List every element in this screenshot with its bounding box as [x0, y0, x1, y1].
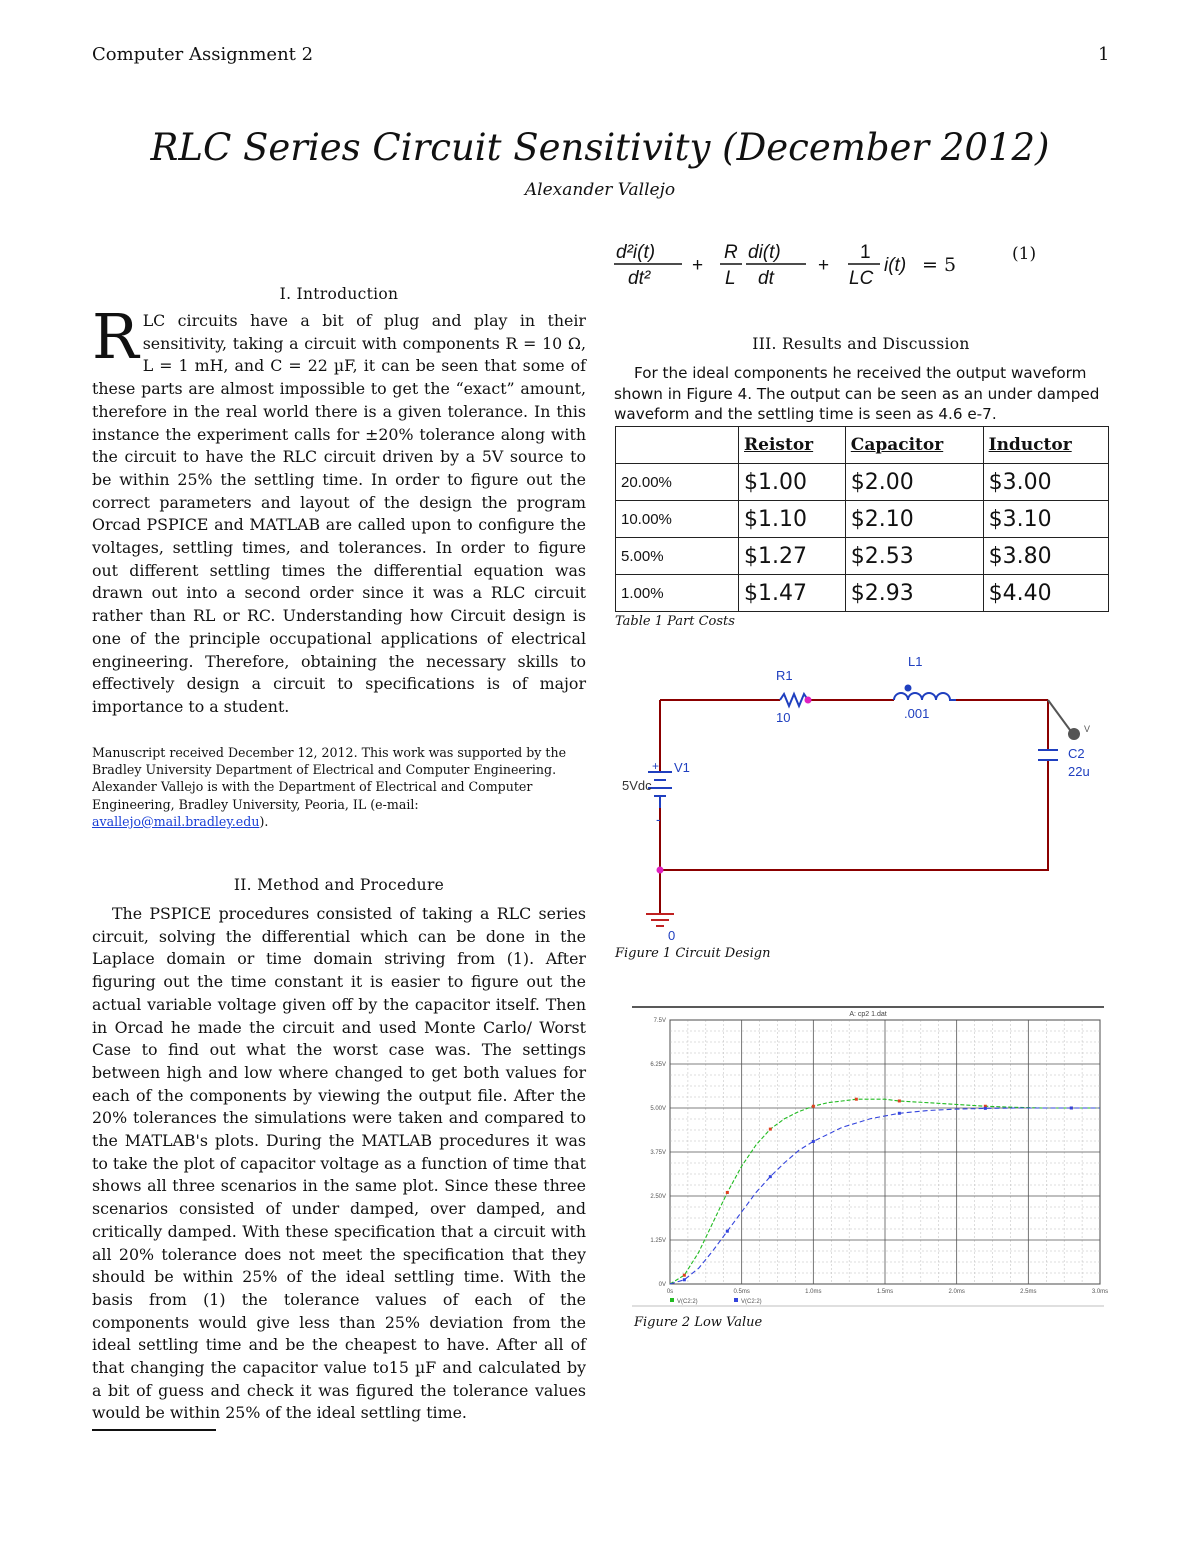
table-row [616, 538, 1109, 575]
x-tick-label: 0s [666, 1289, 674, 1295]
data-point [683, 1274, 686, 1277]
voltage-probe-icon [1048, 700, 1080, 740]
intro-heading: I. Introduction [279, 285, 399, 303]
table-header-row [616, 427, 1109, 464]
inductor-cost: $3.80 [983, 538, 1108, 575]
node-dot [805, 697, 812, 704]
capacitor-cost: $2.00 [845, 464, 983, 501]
tolerance-cell: 10.00% [616, 501, 739, 538]
method-body: The PSPICE procedures consisted of taking a RLC series circuit, solving the differential which can be done in the Laplace domain or time domain striving from (1). After figuring out the time constant it is easier to figure out the actual variable voltage given off by the capacitor itself. Then in Orcad he made the circuit and used Monte Carlo/ Worst Case to find out what the worst case was. The settings between high and low where changed to get both values for each of the components by viewing the output file. After the 20% tolerances the simulations were taken and compared to the MATLAB's plots. During the MATLAB procedures it was to take the plot of capacitor voltage as a function of time that shows all three scenarios in the same plot. Since these three scenarios consisted of under damped, over damped, and critically damped. With these specification that a circuit with all 20% tolerance does not meet the specification that they should be within 25% of the ideal settling time. With the basis from (1) the tolerance values of each of the components would give less than 25% deviation from the ideal settling time and be the cheapest to have. After all of that changing the capacitor value to15 µF and calculated by a bit of guess and check it was figured the tolerance values would be within 25% of the ideal settling time. [92, 904, 586, 1423]
resistor-cost: $1.47 [739, 575, 846, 612]
results-body: For the ideal components he received the output waveform shown in Figure 4. The output can be seen as an under damped waveform and the settling time is seen as 4.6 e-7. [614, 364, 1100, 423]
svg-text:d²i(t): d²i(t) [616, 242, 656, 263]
footnote [92, 744, 586, 830]
running-title: Computer Assignment 2 [92, 44, 314, 65]
c2-name: C2 [1068, 746, 1085, 761]
method-heading: II. Method and Procedure [233, 876, 445, 894]
paper-title: RLC Series Circuit Sensitivity (December 2012) [150, 126, 1050, 169]
tolerance-cell: 20.00% [616, 464, 739, 501]
node-dot [657, 867, 664, 874]
svg-text:i(t): i(t) [884, 255, 907, 276]
ground-label: 0 [668, 928, 676, 943]
footnote-tail: ). [259, 813, 269, 829]
footnote-rule [92, 1429, 216, 1431]
svg-text:R: R [724, 242, 738, 263]
x-tick-label: 1.0ms [805, 1289, 822, 1295]
legend-marker [734, 1298, 738, 1302]
data-point [812, 1140, 815, 1143]
data-point [726, 1191, 729, 1194]
x-tick-label: 2.5ms [1020, 1289, 1037, 1295]
ground-symbol [646, 914, 674, 926]
table-header-cell: Reistor [739, 427, 846, 464]
svg-text:L: L [725, 268, 736, 289]
pspice-chart [632, 1006, 1109, 1318]
node-dot [905, 685, 912, 692]
y-tick-label: 2.50V [650, 1194, 666, 1200]
footnote-text: Manuscript received December 12, 2012. This work was supported by the Bradley University Department of Electrical and Computer Engineering. Alexander Vallejo is with the Department of Electrical and Computer Engineering, Bradley University, Peoria, IL (e-mail: [92, 745, 567, 812]
x-tick-label: 3.0ms [1091, 1289, 1109, 1295]
data-point [812, 1105, 815, 1108]
data-point [769, 1175, 772, 1178]
circuit-schematic [612, 648, 1102, 948]
data-point [726, 1230, 729, 1233]
probe-label: V [1084, 724, 1091, 734]
part-costs-table [615, 426, 1109, 612]
results-heading: III. Results and Discussion [752, 335, 970, 353]
table-header-cell: Capacitor [845, 427, 983, 464]
y-tick-label: 1.25V [650, 1238, 666, 1244]
table-row [616, 501, 1109, 538]
table-row [616, 575, 1109, 612]
resistor-cost: $1.00 [739, 464, 846, 501]
data-point [683, 1278, 686, 1281]
table-header-cell: Inductor [983, 427, 1108, 464]
y-tick-label: 0V [658, 1282, 666, 1288]
legend-marker [670, 1298, 674, 1302]
table-caption: Table 1 Part Costs [615, 614, 735, 629]
capacitor-cost: $2.53 [845, 538, 983, 575]
svg-text:+: + [818, 255, 830, 276]
inductor-cost: $3.10 [983, 501, 1108, 538]
c2-value: 22u [1068, 764, 1090, 779]
y-tick-label: 6.25V [650, 1062, 666, 1068]
data-point [898, 1099, 901, 1102]
paper-author: Alexander Vallejo [524, 180, 676, 200]
resistor-cost: $1.10 [739, 501, 846, 538]
equation-rhs: = 5 [922, 254, 957, 276]
inductor-cost: $3.00 [983, 464, 1108, 501]
data-point [898, 1112, 901, 1115]
data-point [769, 1128, 772, 1131]
inductor-cost: $4.40 [983, 575, 1108, 612]
resistor-symbol [780, 694, 808, 706]
v1-name: V1 [674, 760, 690, 775]
y-tick-label: 3.75V [650, 1150, 666, 1156]
x-tick-label: 0.5ms [733, 1289, 750, 1295]
page-number: 1 [1098, 44, 1110, 65]
capacitor-symbol [1038, 750, 1058, 760]
y-tick-label: 5.00V [650, 1106, 666, 1112]
figure2-caption: Figure 2 Low Value [634, 1315, 763, 1330]
svg-text:+: + [692, 255, 704, 276]
dropcap: R [92, 300, 139, 373]
legend-label: V(C2:2) [677, 1299, 698, 1305]
svg-text:dt: dt [758, 268, 774, 289]
svg-text:di(t): di(t) [748, 242, 781, 263]
intro-text: LC circuits have a bit of plug and play in their sensitivity, taking a circuit with components R = 10 Ω, L = 1 mH, and C = 22 µF, it can be seen that some of these parts are almost impossible to get the “exact” amount, therefore in the real world there is a given tolerance. In this instance the experiment calls for ±20% tolerance along with the circuit to have the RLC circuit driven by a 5V source to be within 25% the settling time. In order to figure out the correct parameters and layout of the design the program Orcad PSPICE and MATLAB are called upon to configure the voltages, settling times, and tolerances. In order to figure out different settling times the differential equation was drawn out into a second order since it was a RLC circuit rather than RL or RC. Understanding how Circuit design is one of the principle occupational applications of electrical engineering. Therefore, obtaining the necessary skills to effectively design a circuit to specifications is of major importance to a student. [92, 311, 586, 716]
tolerance-cell: 1.00% [616, 575, 739, 612]
equation-number: (1) [1012, 244, 1037, 264]
capacitor-cost: $2.93 [845, 575, 983, 612]
l1-value: .001 [904, 706, 930, 721]
x-tick-label: 2.0ms [948, 1289, 965, 1295]
circuit-wires [660, 700, 1048, 914]
minus-sign: - [656, 811, 661, 827]
capacitor-cost: $2.10 [845, 501, 983, 538]
figure1-caption: Figure 1 Circuit Design [615, 946, 771, 961]
l1-name: L1 [908, 654, 923, 669]
svg-text:1: 1 [860, 242, 871, 263]
resistor-cost: $1.27 [739, 538, 846, 575]
r1-name: R1 [776, 668, 793, 683]
table-header-cell [616, 427, 739, 464]
legend-label: V(C2:2) [741, 1299, 762, 1305]
plus-sign: + [652, 759, 660, 773]
email-link[interactable]: avallejo@mail.bradley.edu [92, 813, 260, 829]
chart-title: A: cp2 1.dat [849, 1011, 887, 1018]
v1-value: 5Vdc [622, 778, 652, 793]
data-point [855, 1098, 858, 1101]
svg-text:dt²: dt² [628, 268, 651, 289]
r1-value: 10 [776, 710, 791, 725]
table-row [616, 464, 1109, 501]
tolerance-cell: 5.00% [616, 538, 739, 575]
intro-body [92, 300, 586, 719]
svg-text:LC: LC [849, 268, 874, 289]
y-tick-label: 7.5V [653, 1018, 666, 1024]
data-point [1070, 1107, 1073, 1110]
data-point [984, 1107, 987, 1110]
equation [614, 238, 994, 290]
inductor-symbol [894, 693, 956, 700]
x-tick-label: 1.5ms [876, 1289, 894, 1295]
